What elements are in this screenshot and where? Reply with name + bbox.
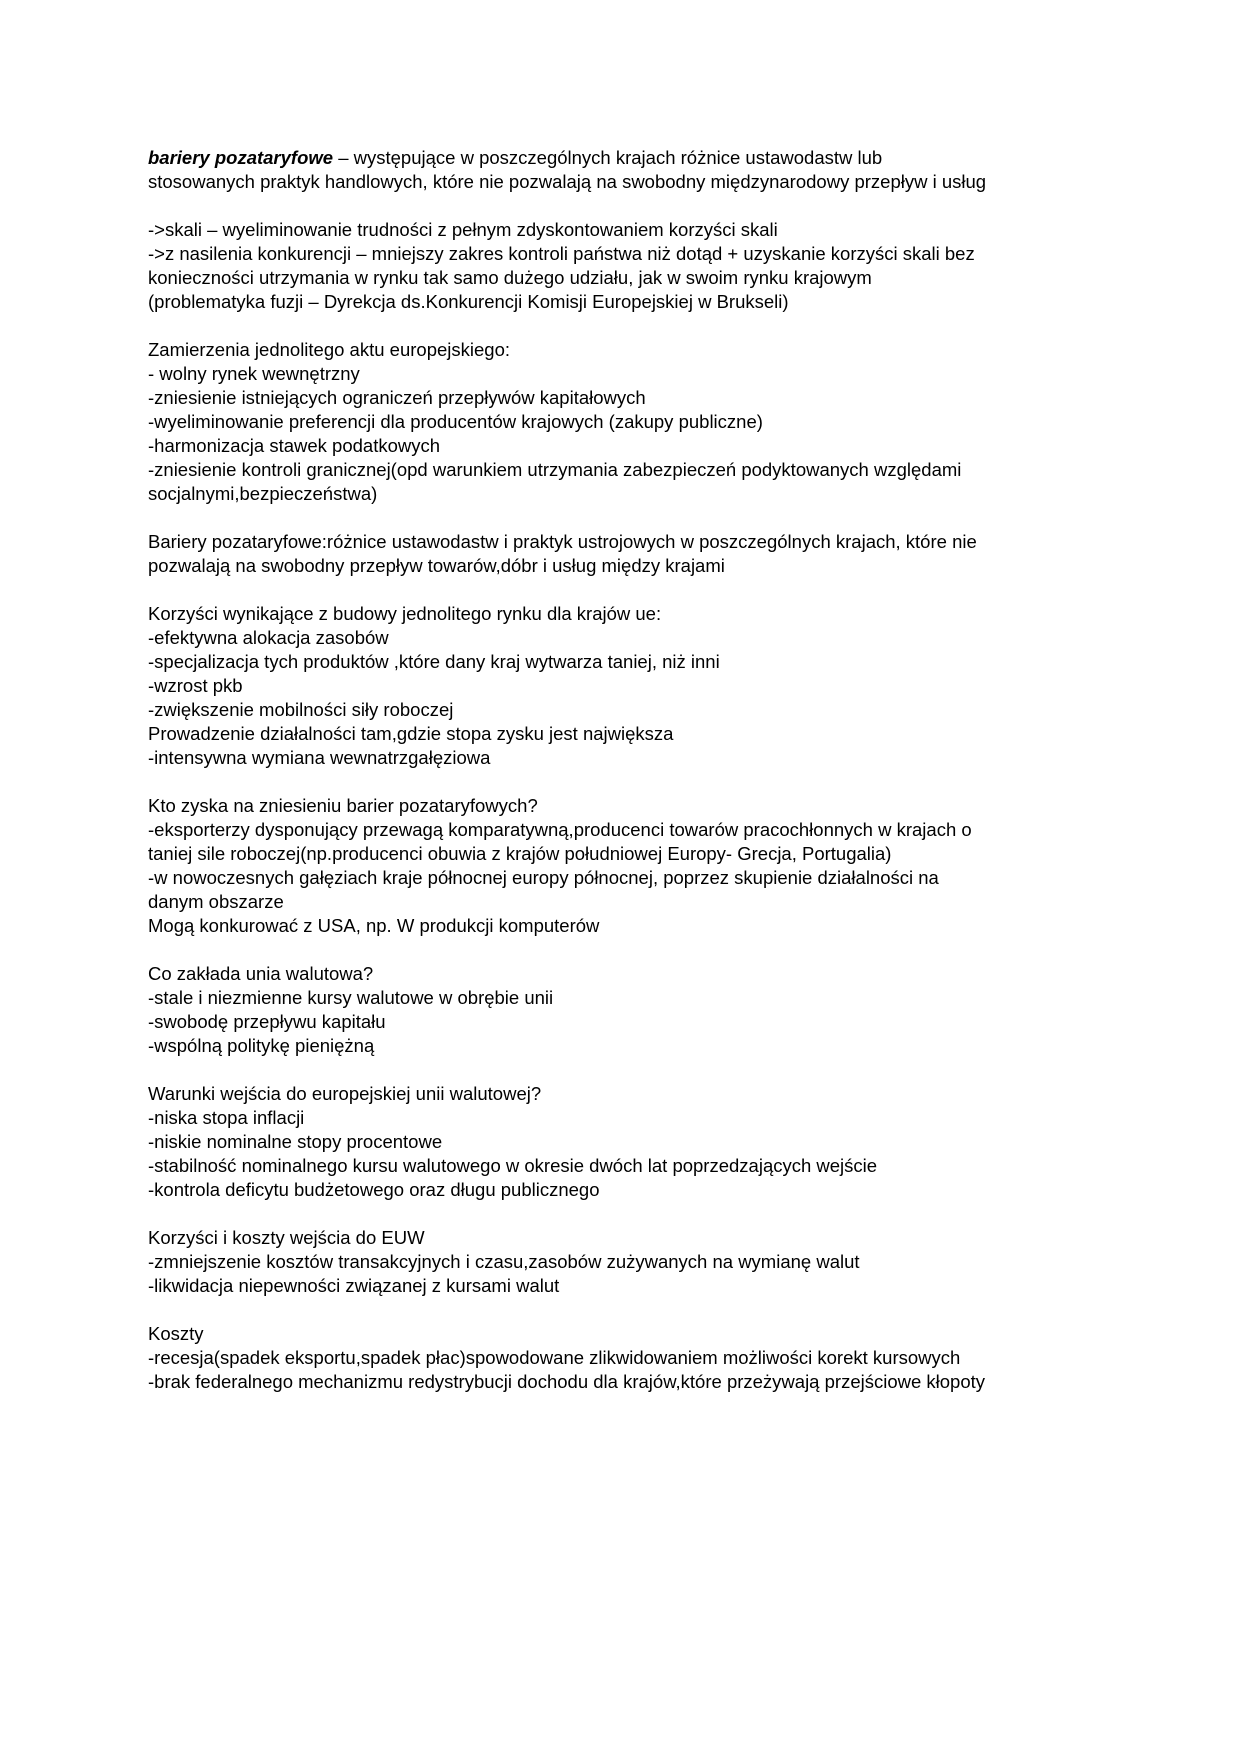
text-line: Zamierzenia jednolitego aktu europejskiego:: [148, 339, 510, 360]
text-line: Koszty: [148, 1323, 204, 1344]
text-line: - wolny rynek wewnętrzny: [148, 363, 360, 384]
text-line: Co zakłada unia walutowa?: [148, 963, 374, 984]
text-line: Korzyści wynikające z budowy jednolitego rynku dla krajów ue:: [148, 603, 662, 624]
paragraph: [148, 794, 1098, 938]
intro-line-2: stosowanych praktyk handlowych, które nie pozwalają na swobodny międzynarodowy przepływ i usług: [148, 171, 987, 192]
text-line: (problematyka fuzji – Dyrekcja ds.Konkurencji Komisji Europejskiej w Brukseli): [148, 291, 789, 312]
text-line: -wzrost pkb: [148, 675, 243, 696]
text-line: Prowadzenie działalności tam,gdzie stopa zysku jest największa: [148, 723, 674, 744]
text-line: -zniesienie kontroli granicznej(opd warunkiem utrzymania zabezpieczeń podyktowanych względami: [148, 459, 962, 480]
text-line: -recesja(spadek eksportu,spadek płac)spowodowane zlikwidowaniem możliwości korekt kursowych: [148, 1347, 961, 1368]
text-line: -niskie nominalne stopy procentowe: [148, 1131, 443, 1152]
text-line: -specjalizacja tych produktów ,które dany kraj wytwarza taniej, niż inni: [148, 651, 720, 672]
text-line: -zwiększenie mobilności siły roboczej: [148, 699, 454, 720]
text-line: ->skali – wyeliminowanie trudności z pełnym zdyskontowaniem korzyści skali: [148, 219, 778, 240]
intro-term: bariery pozataryfowe: [148, 147, 334, 168]
text-line: Warunki wejścia do europejskiej unii walutowej?: [148, 1083, 542, 1104]
text-line: konieczności utrzymania w rynku tak samo dużego udziału, jak w swoim rynku krajowym: [148, 267, 872, 288]
paragraph: [148, 1322, 1098, 1394]
paragraph: [148, 218, 1098, 314]
paragraph: [148, 338, 1098, 506]
text-line: Kto zyska na zniesieniu barier pozataryfowych?: [148, 795, 538, 816]
text-line: -stabilność nominalnego kursu walutowego w okresie dwóch lat poprzedzających wejście: [148, 1155, 878, 1176]
text-line: socjalnymi,bezpieczeństwa): [148, 483, 378, 504]
text-line: -eksporterzy dysponujący przewagą komparatywną,producenci towarów pracochłonnych w krajach o: [148, 819, 972, 840]
text-line: ->z nasilenia konkurencji – mniejszy zakres kontroli państwa niż dotąd + uzyskanie korzyści skali bez: [148, 243, 975, 264]
text-line: -brak federalnego mechanizmu redystrybucji dochodu dla krajów,które przeżywają przejściowe kłopoty: [148, 1371, 986, 1392]
text-line: -wyeliminowanie preferencji dla producentów krajowych (zakupy publiczne): [148, 411, 763, 432]
text-line: -wspólną politykę pieniężną: [148, 1035, 375, 1056]
document-page: [148, 146, 1098, 1418]
text-line: -kontrola deficytu budżetowego oraz długu publicznego: [148, 1179, 600, 1200]
paragraph: [148, 530, 1098, 578]
text-line: -niska stopa inflacji: [148, 1107, 305, 1128]
text-line: -intensywna wymiana wewnatrzgałęziowa: [148, 747, 491, 768]
text-line: danym obszarze: [148, 891, 284, 912]
text-line: -stale i niezmienne kursy walutowe w obrębie unii: [148, 987, 554, 1008]
text-line: Mogą konkurować z USA, np. W produkcji komputerów: [148, 915, 600, 936]
text-line: Korzyści i koszty wejścia do EUW: [148, 1227, 425, 1248]
paragraph: [148, 602, 1098, 770]
paragraph: [148, 1082, 1098, 1202]
text-line: taniej sile roboczej(np.producenci obuwia z krajów południowej Europy- Grecja, Portugalia): [148, 843, 892, 864]
text-line: -swobodę przepływu kapitału: [148, 1011, 386, 1032]
intro-line-1: [148, 146, 1098, 170]
text-line: -zmniejszenie kosztów transakcyjnych i czasu,zasobów zużywanych na wymianę walut: [148, 1251, 860, 1272]
text-line: -zniesienie istniejących ograniczeń przepływów kapitałowych: [148, 387, 646, 408]
text-line: -efektywna alokacja zasobów: [148, 627, 389, 648]
intro-paragraph: [148, 146, 1098, 194]
paragraph: [148, 1226, 1098, 1298]
paragraph: [148, 962, 1098, 1058]
text-line: -likwidacja niepewności związanej z kursami walut: [148, 1275, 560, 1296]
intro-line-1-rest: – występujące w poszczególnych krajach różnice ustawodastw lub: [333, 147, 883, 168]
text-line: pozwalają na swobodny przepływ towarów,dóbr i usług między krajami: [148, 555, 725, 576]
body-paragraphs: [148, 218, 1098, 1394]
text-line: -harmonizacja stawek podatkowych: [148, 435, 441, 456]
text-line: -w nowoczesnych gałęziach kraje północnej europy północnej, poprzez skupienie działalności na: [148, 867, 939, 888]
text-line: Bariery pozataryfowe:różnice ustawodastw i praktyk ustrojowych w poszczególnych krajach, które nie: [148, 531, 977, 552]
